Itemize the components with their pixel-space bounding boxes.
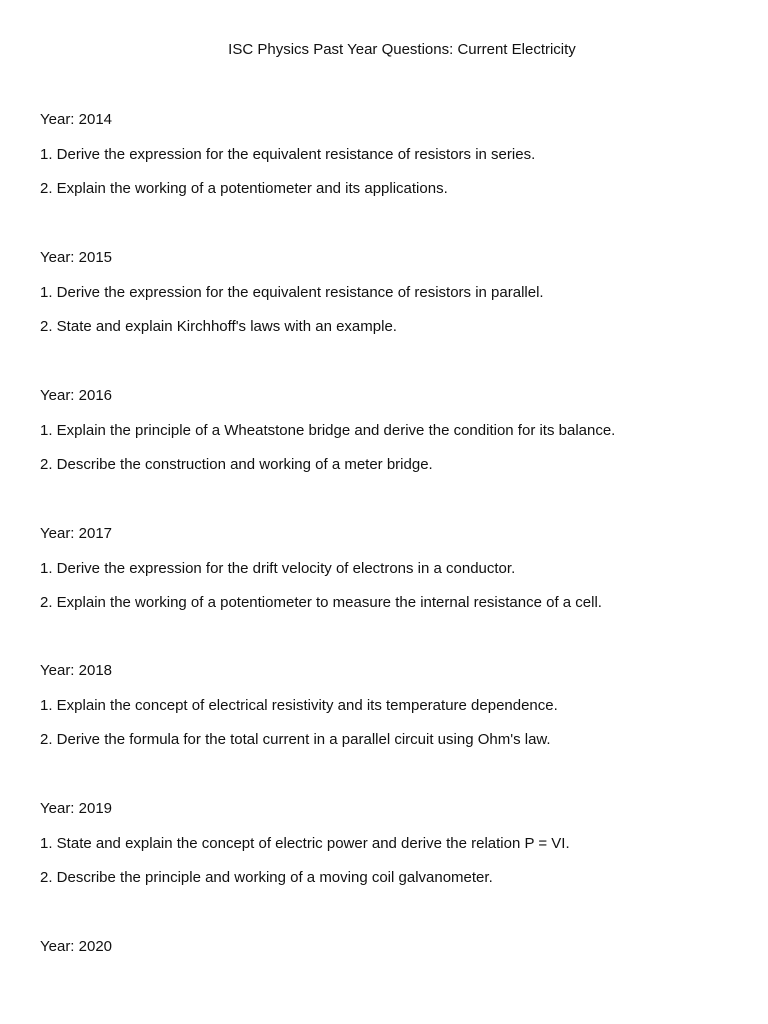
year-heading: Year: 2014 — [40, 111, 113, 128]
question-item: 1. Derive the expression for the equivalent resistance of resistors in series. — [40, 146, 536, 163]
question-item: 1. Explain the concept of electrical resistivity and its temperature dependence. — [40, 697, 558, 714]
question-item: 2. Describe the construction and working of a meter bridge. — [40, 456, 433, 473]
question-item: 2. Derive the formula for the total current in a parallel circuit using Ohm's law. — [40, 731, 551, 748]
question-item: 1. Derive the expression for the equivalent resistance of resistors in parallel. — [40, 284, 544, 301]
year-heading: Year: 2016 — [40, 387, 113, 404]
year-heading: Year: 2018 — [40, 662, 113, 679]
year-heading: Year: 2017 — [40, 525, 113, 542]
year-heading: Year: 2020 — [40, 938, 113, 955]
year-heading: Year: 2019 — [40, 800, 113, 817]
question-item: 2. Explain the working of a potentiometer and its applications. — [40, 180, 448, 197]
question-item: 1. State and explain the concept of electric power and derive the relation P = VI. — [40, 835, 570, 852]
document-title: ISC Physics Past Year Questions: Current Electricity — [228, 41, 576, 58]
question-item: 2. State and explain Kirchhoff's laws with an example. — [40, 318, 397, 335]
question-item: 2. Explain the working of a potentiometer to measure the internal resistance of a cell. — [40, 594, 602, 611]
question-item: 1. Explain the principle of a Wheatstone bridge and derive the condition for its balance. — [40, 422, 616, 439]
question-item: 1. Derive the expression for the drift velocity of electrons in a conductor. — [40, 560, 516, 577]
year-heading: Year: 2015 — [40, 249, 113, 266]
question-item: 2. Describe the principle and working of a moving coil galvanometer. — [40, 869, 493, 886]
